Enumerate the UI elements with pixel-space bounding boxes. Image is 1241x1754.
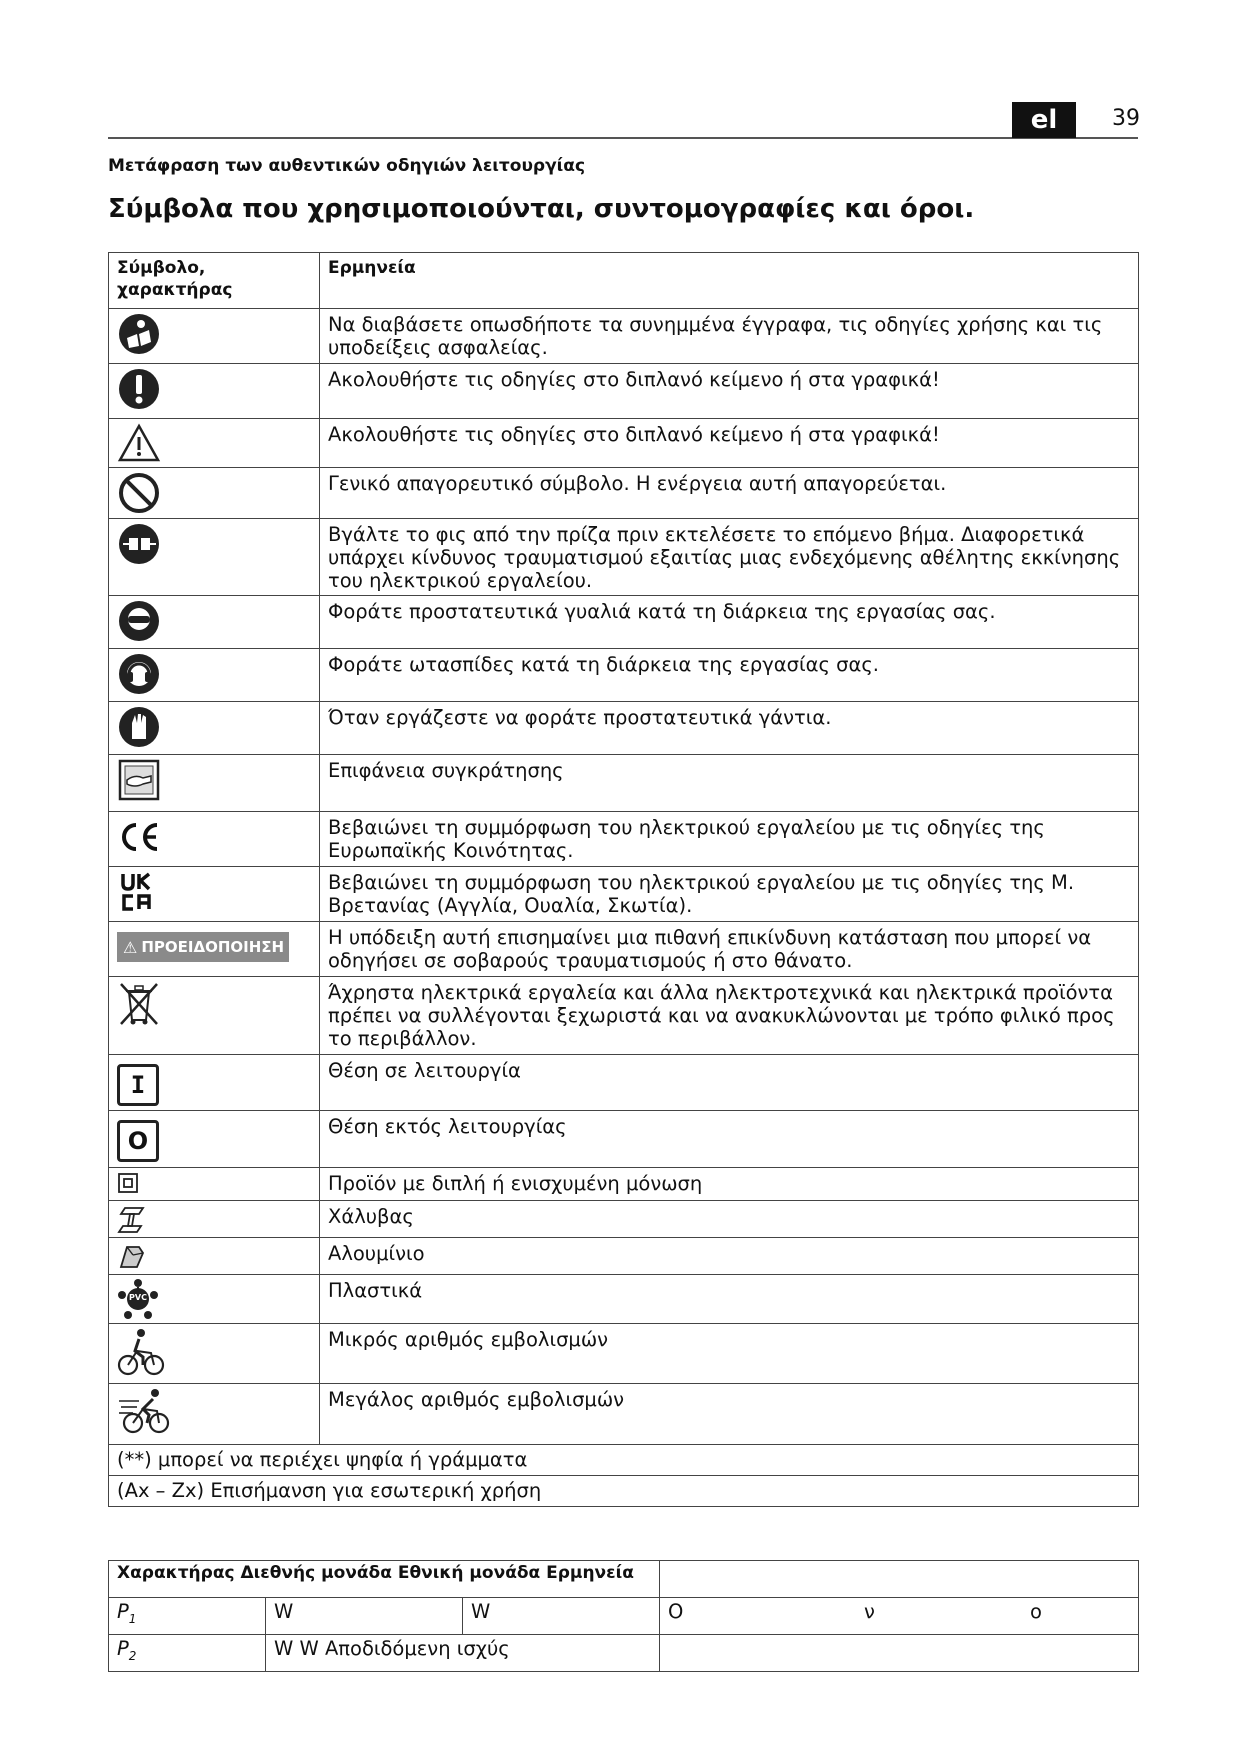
symbol-cell <box>109 419 320 468</box>
meaning-cell: Ακολουθήστε τις οδηγίες στο διπλανό κείμενο ή στα γραφικά! <box>320 419 1139 468</box>
symbol-cell <box>109 1384 320 1445</box>
ear-protection-icon <box>117 652 161 696</box>
unit-meaning-part: ο <box>1022 1598 1139 1635</box>
meaning-cell: Μικρός αριθμός εμβολισμών <box>320 1324 1139 1384</box>
unit-symbol-base: P <box>117 1600 129 1623</box>
symbol-cell <box>109 702 320 755</box>
warning-label-icon <box>117 932 289 962</box>
meaning-cell: Φοράτε ωτασπίδες κατά τη διάρκεια της εργασίας σας. <box>320 649 1139 702</box>
read-manual-icon <box>117 312 161 356</box>
low-stroke-icon <box>117 1327 165 1377</box>
meaning-cell: Αλουμίνιο <box>320 1238 1139 1275</box>
units-table <box>108 1560 1139 1672</box>
ukca-mark-icon <box>117 870 161 914</box>
safety-goggles-icon <box>117 599 161 643</box>
footnote-row <box>109 1445 1139 1476</box>
table-row <box>109 1168 1139 1201</box>
switch-on-label: I <box>130 1071 146 1099</box>
units-header-blank <box>660 1561 1139 1598</box>
table-row <box>109 812 1139 867</box>
meaning-cell: Θέση εκτός λειτουργίας <box>320 1111 1139 1168</box>
table-row <box>109 649 1139 702</box>
unit-meaning-part: ν <box>856 1598 1022 1635</box>
symbol-cell <box>109 1201 320 1238</box>
language-badge: el <box>1012 102 1076 138</box>
meaning-cell: Φοράτε προστατευτικά γυαλιά κατά τη διάρκεια της εργασίας σας. <box>320 596 1139 649</box>
footnote-digits: (**) μπορεί να περιέχει ψηφία ή γράμματα <box>109 1445 1139 1476</box>
switch-on-icon <box>117 1064 159 1106</box>
aluminium-icon <box>117 1241 147 1271</box>
unit-merged-text: W W Αποδιδόμενη ισχύς <box>266 1635 660 1672</box>
table-row <box>109 519 1139 596</box>
meaning-cell: Θέση σε λειτουργία <box>320 1055 1139 1111</box>
symbol-cell <box>109 596 320 649</box>
footnote-internal: (Ax – Zx) Επισήμανση για εσωτερική χρήση <box>109 1476 1139 1507</box>
meaning-cell: Προϊόν με διπλή ή ενισχυμένη μόνωση <box>320 1168 1139 1201</box>
footnote-row <box>109 1476 1139 1507</box>
table-row <box>109 309 1139 364</box>
page-title: Σύμβολα που χρησιμοποιούνται, συντομογραφίες και όροι. <box>108 194 975 224</box>
table-row <box>109 1238 1139 1275</box>
double-insulation-icon <box>117 1171 141 1195</box>
high-stroke-icon <box>117 1387 173 1435</box>
table-row <box>109 922 1139 977</box>
column-header-symbol-text: Σύμβολο, χαρακτήρας <box>117 258 233 300</box>
symbol-cell <box>109 1168 320 1201</box>
meaning-cell: Η υπόδειξη αυτή επισημαίνει μια πιθανή επικίνδυνη κατάσταση που μπορεί να οδηγήσει σε σοβαρούς τραυματισμούς ή στο θάνατο. <box>320 922 1139 977</box>
meaning-cell: Άχρηστα ηλεκτρικά εργαλεία και άλλα ηλεκτροτεχνικά και ηλεκτρικά προϊόντα πρέπει να συλλέγονται ξεχωριστά και να ανακυκλώνονται με τρόπο φιλικό προς το περιβάλλον. <box>320 977 1139 1055</box>
symbol-cell <box>109 364 320 419</box>
table-row <box>109 1201 1139 1238</box>
table-row <box>109 1384 1139 1445</box>
document-subtitle: Μετάφραση των αυθεντικών οδηγιών λειτουργίας <box>108 156 586 176</box>
symbols-table <box>108 252 1139 1507</box>
warning-triangle-icon <box>117 422 161 464</box>
units-header: Χαρακτήρας Διεθνής μονάδα Εθνική μονάδα Ερμηνεία <box>109 1561 660 1598</box>
meaning-cell: Όταν εργάζεστε να φοράτε προστατευτικά γάντια. <box>320 702 1139 755</box>
unit-meaning-blank <box>660 1635 1139 1672</box>
table-row <box>109 1055 1139 1111</box>
prohibition-icon <box>117 471 161 515</box>
table-row <box>109 1111 1139 1168</box>
units-row <box>109 1598 1139 1635</box>
table-row <box>109 755 1139 812</box>
meaning-cell: Μεγάλος αριθμός εμβολισμών <box>320 1384 1139 1445</box>
unit-meaning-part: Ο <box>660 1598 857 1635</box>
table-row <box>109 1275 1139 1324</box>
symbol-cell <box>109 519 320 596</box>
warning-label-text: ΠΡΟΕΙΔΟΠΟΙΗΣΗ <box>141 938 285 956</box>
symbol-cell <box>109 1275 320 1324</box>
steel-icon <box>117 1204 147 1234</box>
symbol-cell <box>109 1111 320 1168</box>
symbol-cell <box>109 812 320 867</box>
page-number: 39 <box>1112 106 1140 131</box>
meaning-cell: Γενικό απαγορευτικό σύμβολο. Η ενέργεια αυτή απαγορεύεται. <box>320 468 1139 519</box>
meaning-cell: Χάλυβας <box>320 1201 1139 1238</box>
unit-symbol-sub: 2 <box>128 1648 137 1663</box>
symbol-cell <box>109 922 320 977</box>
table-row <box>109 364 1139 419</box>
switch-off-icon <box>117 1120 159 1162</box>
symbol-cell <box>109 867 320 922</box>
symbol-cell <box>109 755 320 812</box>
unit-national: W <box>463 1598 660 1635</box>
table-row <box>109 977 1139 1055</box>
symbol-cell <box>109 649 320 702</box>
table-row <box>109 702 1139 755</box>
plastics-label: PVC <box>129 1293 147 1302</box>
unit-symbol-base: P <box>117 1637 129 1660</box>
column-header-symbol <box>109 253 320 309</box>
header-rule <box>108 137 1138 139</box>
table-row <box>109 468 1139 519</box>
warning-triangle-icon: ⚠ <box>123 937 138 957</box>
meaning-cell: Ακολουθήστε τις οδηγίες στο διπλανό κείμενο ή στα γραφικά! <box>320 364 1139 419</box>
table-row <box>109 596 1139 649</box>
grip-surface-icon <box>117 758 161 802</box>
table-header-row <box>109 253 1139 309</box>
table-row <box>109 419 1139 468</box>
symbol-cell <box>109 977 320 1055</box>
meaning-cell: Να διαβάσετε οπωσδήποτε τα συνημμένα έγγραφα, τις οδηγίες χρήσης και τις υποδείξεις ασφαλείας. <box>320 309 1139 364</box>
symbol-cell <box>109 309 320 364</box>
ce-mark-icon <box>117 815 161 859</box>
table-row <box>109 867 1139 922</box>
plastics-icon <box>117 1278 159 1320</box>
meaning-cell: Βγάλτε το φις από την πρίζα πριν εκτελέσετε το επόμενο βήμα. Διαφορετικά υπάρχει κίνδυνος τραυματισμού εξαιτίας μιας ενδεχόμενης αθέλητης εκκίνησης του ηλεκτρικού εργαλείου. <box>320 519 1139 596</box>
units-header-row <box>109 1561 1139 1598</box>
switch-off-label: O <box>127 1127 149 1155</box>
meaning-cell: Επιφάνεια συγκράτησης <box>320 755 1139 812</box>
symbol-cell <box>109 1324 320 1384</box>
unit-symbol-sub: 1 <box>128 1611 137 1626</box>
symbol-cell <box>109 1055 320 1111</box>
unit-symbol-p2 <box>109 1635 266 1672</box>
unit-symbol-p1 <box>109 1598 266 1635</box>
meaning-cell: Πλαστικά <box>320 1275 1139 1324</box>
column-header-meaning: Ερμηνεία <box>320 253 1139 309</box>
units-row <box>109 1635 1139 1672</box>
unplug-icon <box>117 522 161 566</box>
meaning-cell: Βεβαιώνει τη συμμόρφωση του ηλεκτρικού εργαλείου με τις οδηγίες της Μ. Βρετανίας (Αγγλία, Ουαλία, Σκωτία). <box>320 867 1139 922</box>
gloves-icon <box>117 705 161 749</box>
weee-bin-icon <box>117 980 161 1028</box>
meaning-cell: Βεβαιώνει τη συμμόρφωση του ηλεκτρικού εργαλείου με τις οδηγίες της Ευρωπαϊκής Κοινότητας. <box>320 812 1139 867</box>
mandatory-exclamation-icon <box>117 367 161 411</box>
table-row <box>109 1324 1139 1384</box>
symbol-cell <box>109 1238 320 1275</box>
unit-international: W <box>266 1598 463 1635</box>
symbol-cell <box>109 468 320 519</box>
